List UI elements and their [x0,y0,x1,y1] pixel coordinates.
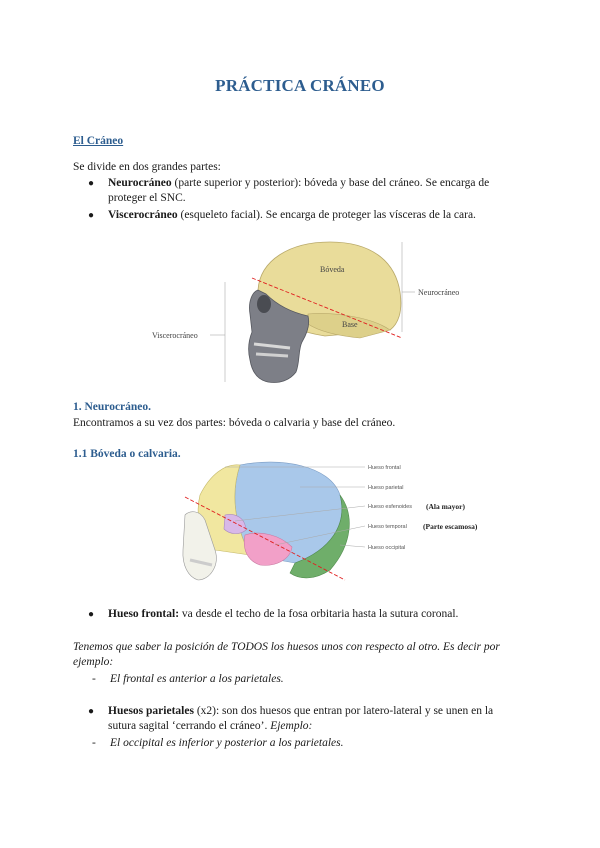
label-boveda: Bóveda [320,265,345,274]
section-heading-el-craneo: El Cráneo [73,135,124,147]
dash-marker: - [92,673,96,685]
intro-text: Se divide en dos grandes partes: [73,161,221,173]
bullet-dot-icon: ● [88,609,95,620]
teeth-lower-shape [256,354,288,356]
term-neurocraneo: Neurocráneo [108,177,172,189]
label-neurocraneo: Neurocráneo [418,288,460,297]
orbit-shape [257,295,271,313]
bullet-neurocraneo [88,176,528,206]
term-hueso-frontal: Hueso frontal: [108,608,180,620]
bullet-hueso-frontal [88,607,528,622]
section-heading-neurocraneo: 1. Neurocráneo. [73,401,152,413]
bullet-text: (x2): son dos huesos que entran por latero-lateral y se unen en la [193,705,494,717]
bullet-dot-icon: ● [88,178,95,189]
term-huesos-parietales: Huesos parietales [108,705,194,717]
dash-text: El occipital es inferior y posterior a los parietales. [110,737,344,749]
bullet-text-cont: proteger el SNC. [108,192,186,204]
label-viscerocraneo: Viscerocráneo [152,331,198,340]
bullet-text-cont: sutura sagital ‘cerrando el cráneo’. [108,720,271,732]
label-hueso-esfenoides: Hueso esfenoides [368,504,413,510]
term-viscerocraneo: Viscerocráneo [108,209,178,221]
bullet-text: (parte superior y posterior): bóveda y base del cráneo. Se encarga de [171,177,490,189]
label-hueso-frontal: Hueso frontal [368,465,401,471]
bullet-viscerocraneo [88,208,528,223]
dash-text: El frontal es anterior a los parietales. [110,673,284,685]
bullet-dot-icon: ● [88,706,95,717]
skull-figure-1 [140,232,510,387]
note-paragraph [73,640,533,670]
dash-marker: - [92,737,96,749]
dash-item-occipital [92,736,344,751]
bullet-text: va desde el techo de la fosa orbitaria hasta la sutura coronal. [179,608,459,620]
label-parte-escamosa: (Parte escamosa) [423,522,478,531]
label-ala-mayor: (Ala mayor) [426,502,465,511]
neurocraneo-text: Encontramos a su vez dos partes: bóveda o calvaria y base del cráneo. [73,417,396,429]
label-hueso-parietal: Hueso parietal [368,485,404,491]
bullet-text: (esqueleto facial). Se encarga de proteger las vísceras de la cara. [177,209,476,221]
section-heading-boveda: 1.1 Bóveda o calvaria. [73,448,181,460]
label-hueso-temporal: Hueso temporal [368,524,407,530]
skull-figure-2 [180,455,510,590]
label-hueso-occipital: Hueso occipital [368,545,406,551]
page-title: PRÁCTICA CRÁNEO [215,76,385,95]
bullet-dot-icon: ● [88,210,95,221]
note-line-1: Tenemos que saber la posición de TODOS los huesos unos con respecto al otro. Es decir por [73,641,500,653]
label-base: Base [342,320,358,329]
bullet-huesos-parietales [88,704,528,734]
note-line-2: ejemplo: [73,656,114,668]
dash-item-frontal [92,672,284,687]
example-label: Ejemplo: [270,720,313,732]
